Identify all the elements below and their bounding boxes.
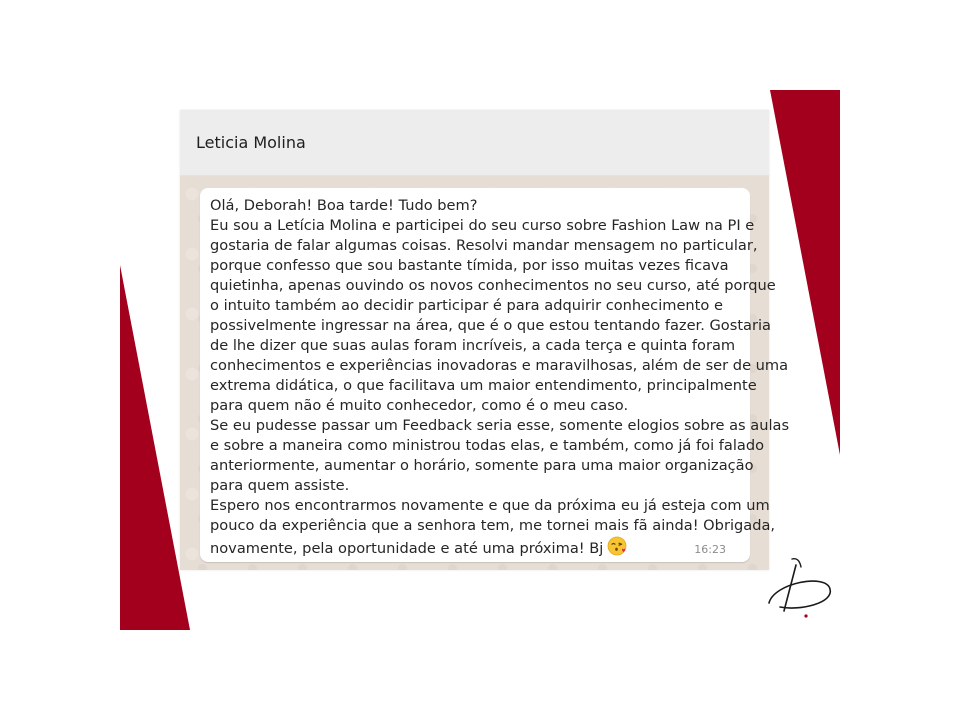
message-line-text: novamente, pela oportunidade e até uma próxima! Bj	[210, 540, 604, 557]
chat-window	[180, 110, 790, 570]
message-line: possivelmente ingressar na área, que é o que estou tentando fazer. Gostaria	[210, 317, 771, 334]
message-line: Espero nos encontrarmos novamente e que da próxima eu já esteja com um	[210, 497, 770, 514]
message-timestamp: 16:23	[694, 543, 726, 556]
message-line-last	[210, 536, 740, 562]
chat-body[interactable]	[180, 176, 790, 570]
message-line: quietinha, apenas ouvindo os novos conhecimentos no seu curso, até porque	[210, 277, 776, 294]
message-line: porque confesso que sou bastante tímida, por isso muitas vezes ficava	[210, 257, 729, 274]
message-line: e sobre a maneira como ministrou todas elas, e também, como já foi falado	[210, 437, 765, 454]
message-bubble[interactable]	[200, 188, 790, 562]
message-line: para quem assiste.	[210, 477, 350, 494]
message-line: Se eu pudesse passar um Feedback seria esse, somente elogios sobre as aulas	[210, 417, 790, 434]
contact-name: Leticia Molina	[196, 133, 306, 152]
message-line: extrema didática, o que facilitava um maior entendimento, principalmente	[210, 377, 757, 394]
chat-header[interactable]	[180, 110, 769, 176]
signature-d-icon	[766, 555, 834, 621]
kissing-face-icon	[607, 536, 627, 562]
message-line: gostaria de falar algumas coisas. Resolvi mandar mensagem no particular,	[210, 237, 758, 254]
message-line: para quem não é muito conhecedor, como é o meu caso.	[210, 397, 629, 414]
message-line: Eu sou a Letícia Molina e participei do seu curso sobre Fashion Law na PI e	[210, 217, 755, 234]
message-line: o intuito também ao decidir participar é para adquirir conhecimento e	[210, 297, 723, 314]
message-line: conhecimentos e experiências inovadoras e maravilhosas, além de ser de uma	[210, 357, 789, 374]
message-line: Olá, Deborah! Boa tarde! Tudo bem?	[210, 197, 478, 214]
message-line: de lhe dizer que suas aulas foram incríveis, a cada terça e quinta foram	[210, 337, 736, 354]
right-red-shape	[770, 90, 840, 455]
message-line: pouco da experiência que a senhora tem, me tornei mais fã ainda! Obrigada,	[210, 517, 776, 534]
message-line: anteriormente, aumentar o horário, somente para uma maior organização	[210, 457, 754, 474]
